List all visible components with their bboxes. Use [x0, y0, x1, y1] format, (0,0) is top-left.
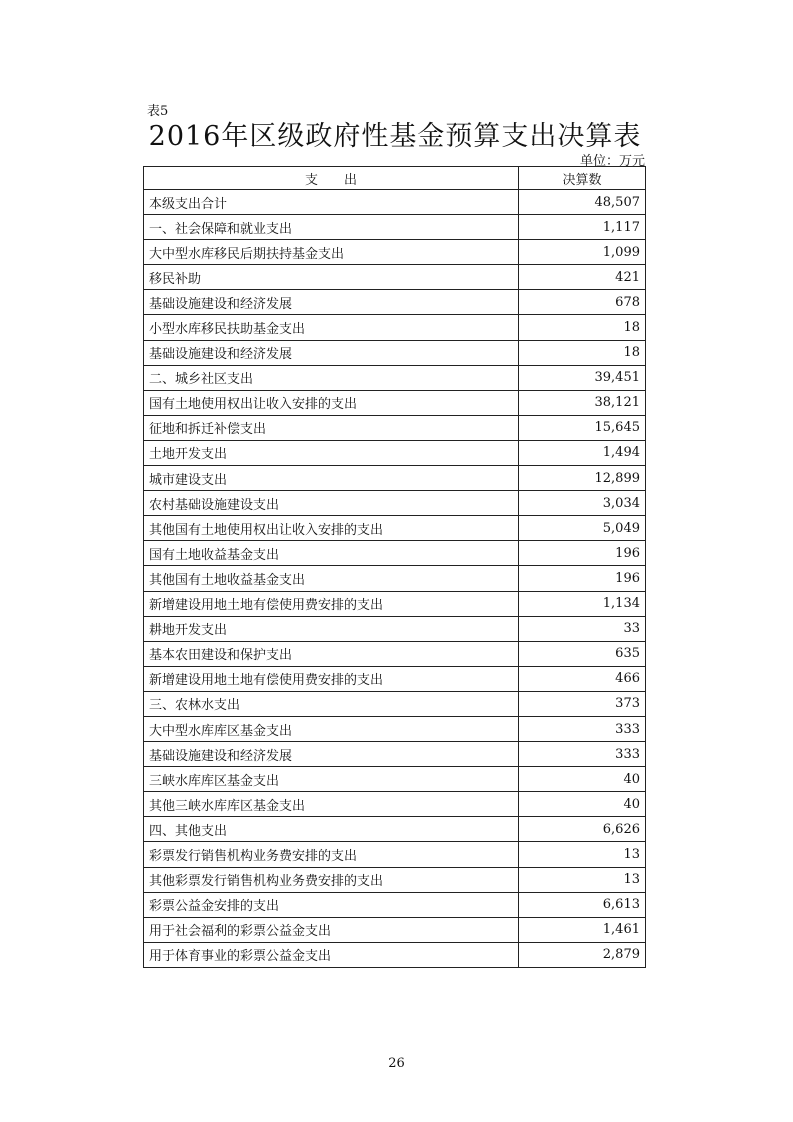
- budget-table: [143, 166, 646, 968]
- expenditure-amount: 3,034: [519, 491, 646, 516]
- expenditure-item-name: 国有土地使用权出让收入安排的支出: [144, 390, 519, 415]
- table-row: [144, 917, 646, 942]
- expenditure-amount: 1,134: [519, 591, 646, 616]
- table-row: [144, 541, 646, 566]
- expenditure-item-name: 移民补助: [144, 265, 519, 290]
- expenditure-item-name: 彩票发行销售机构业务费安排的支出: [144, 842, 519, 867]
- expenditure-item-name: 大中型水库库区基金支出: [144, 716, 519, 741]
- table-row: [144, 466, 646, 491]
- expenditure-item-name: 基础设施建设和经济发展: [144, 290, 519, 315]
- expenditure-item-name: 大中型水库移民后期扶持基金支出: [144, 240, 519, 265]
- expenditure-amount: 40: [519, 767, 646, 792]
- table-row: [144, 817, 646, 842]
- expenditure-item-name: 土地开发支出: [144, 440, 519, 465]
- expenditure-item-name: 城市建设支出: [144, 466, 519, 491]
- expenditure-item-name: 其他三峡水库库区基金支出: [144, 792, 519, 817]
- table-row: [144, 315, 646, 340]
- expenditure-item-name: 征地和拆迁补偿支出: [144, 415, 519, 440]
- table-row: [144, 742, 646, 767]
- expenditure-amount: 421: [519, 265, 646, 290]
- table-row: [144, 867, 646, 892]
- table-row: [144, 767, 646, 792]
- expenditure-amount: 18: [519, 315, 646, 340]
- table-header-row: [144, 167, 646, 190]
- table-row: [144, 415, 646, 440]
- table-row: [144, 616, 646, 641]
- expenditure-amount: 333: [519, 742, 646, 767]
- expenditure-amount: 38,121: [519, 390, 646, 415]
- table-row: [144, 691, 646, 716]
- expenditure-amount: 12,899: [519, 466, 646, 491]
- expenditure-item-name: 基础设施建设和经济发展: [144, 340, 519, 365]
- expenditure-amount: 1,494: [519, 440, 646, 465]
- expenditure-item-name: 国有土地收益基金支出: [144, 541, 519, 566]
- expenditure-amount: 33: [519, 616, 646, 641]
- expenditure-item-name: 三、农林水支出: [144, 691, 519, 716]
- table-row: [144, 365, 646, 390]
- table-row: [144, 942, 646, 967]
- expenditure-item-name: 三峡水库库区基金支出: [144, 767, 519, 792]
- table-row: [144, 666, 646, 691]
- page-number: 26: [388, 1056, 405, 1071]
- expenditure-item-name: 用于体育事业的彩票公益金支出: [144, 942, 519, 967]
- table-row: [144, 265, 646, 290]
- expenditure-amount: 635: [519, 641, 646, 666]
- expenditure-amount: 2,879: [519, 942, 646, 967]
- expenditure-amount: 678: [519, 290, 646, 315]
- expenditure-item-name: 新增建设用地土地有偿使用费安排的支出: [144, 666, 519, 691]
- table-row: [144, 842, 646, 867]
- table-row: [144, 591, 646, 616]
- expenditure-item-name: 彩票公益金安排的支出: [144, 892, 519, 917]
- expenditure-amount: 40: [519, 792, 646, 817]
- expenditure-amount: 333: [519, 716, 646, 741]
- expenditure-item-name: 耕地开发支出: [144, 616, 519, 641]
- expenditure-item-name: 基础设施建设和经济发展: [144, 742, 519, 767]
- unit-label: 单位：万元: [579, 154, 645, 169]
- column-header-amount: 决算数: [519, 167, 646, 190]
- expenditure-amount: 1,117: [519, 215, 646, 240]
- expenditure-amount: 6,626: [519, 817, 646, 842]
- table-row: [144, 340, 646, 365]
- page-title: 2016年区级政府性基金预算支出决算表: [148, 121, 642, 152]
- table-row: [144, 892, 646, 917]
- expenditure-amount: 1,099: [519, 240, 646, 265]
- table-row: [144, 641, 646, 666]
- table-body: [144, 190, 646, 968]
- expenditure-amount: 5,049: [519, 516, 646, 541]
- expenditure-item-name: 四、其他支出: [144, 817, 519, 842]
- expenditure-item-name: 一、社会保障和就业支出: [144, 215, 519, 240]
- expenditure-amount: 1,461: [519, 917, 646, 942]
- expenditure-amount: 48,507: [519, 190, 646, 215]
- expenditure-item-name: 小型水库移民扶助基金支出: [144, 315, 519, 340]
- expenditure-amount: 39,451: [519, 365, 646, 390]
- table-row: [144, 390, 646, 415]
- column-header-expenditure: 支 出: [144, 167, 519, 190]
- table-row: [144, 240, 646, 265]
- table-row: [144, 290, 646, 315]
- expenditure-amount: 6,613: [519, 892, 646, 917]
- expenditure-amount: 196: [519, 566, 646, 591]
- table-row: [144, 716, 646, 741]
- expenditure-item-name: 其他国有土地收益基金支出: [144, 566, 519, 591]
- expenditure-item-name: 二、城乡社区支出: [144, 365, 519, 390]
- expenditure-amount: 373: [519, 691, 646, 716]
- expenditure-item-name: 本级支出合计: [144, 190, 519, 215]
- expenditure-item-name: 基本农田建设和保护支出: [144, 641, 519, 666]
- expenditure-amount: 196: [519, 541, 646, 566]
- table-row: [144, 491, 646, 516]
- expenditure-item-name: 农村基础设施建设支出: [144, 491, 519, 516]
- expenditure-amount: 18: [519, 340, 646, 365]
- expenditure-amount: 466: [519, 666, 646, 691]
- table-row: [144, 215, 646, 240]
- expenditure-item-name: 用于社会福利的彩票公益金支出: [144, 917, 519, 942]
- table-row: [144, 516, 646, 541]
- table-row: [144, 566, 646, 591]
- table-label: 表5: [147, 104, 169, 119]
- table-row: [144, 190, 646, 215]
- expenditure-item-name: 新增建设用地土地有偿使用费安排的支出: [144, 591, 519, 616]
- expenditure-item-name: 其他彩票发行销售机构业务费安排的支出: [144, 867, 519, 892]
- expenditure-item-name: 其他国有土地使用权出让收入安排的支出: [144, 516, 519, 541]
- table-row: [144, 440, 646, 465]
- expenditure-amount: 13: [519, 867, 646, 892]
- expenditure-amount: 13: [519, 842, 646, 867]
- table-row: [144, 792, 646, 817]
- expenditure-amount: 15,645: [519, 415, 646, 440]
